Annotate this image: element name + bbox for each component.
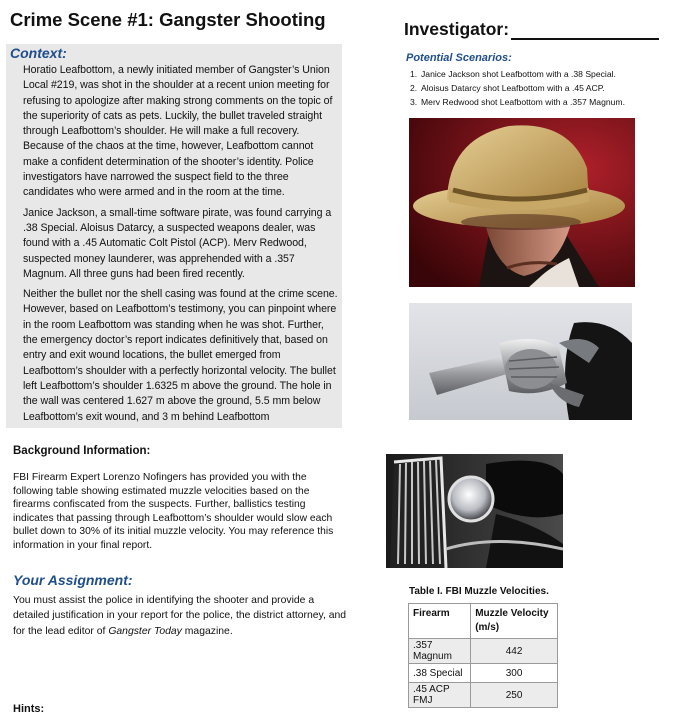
context-paragraph: Janice Jackson, a small-time software pirate, was found carrying a .38 Special. Aloisus Datarcy, a suspected weapons dealer, was found with a .45 Automatic Colt Pistol (ACP). Merv Redwood, suspected money launderer, was apprehended with a .357 Magnum. All three guns had been fired recently. [23,206,332,280]
muzzle-velocity-table [408,603,558,708]
context-paragraphs [23,63,339,428]
assignment-text-after: magazine. [181,625,233,637]
assignment-heading: Your Assignment: [13,572,133,588]
scenario-number: 2. [410,83,418,94]
list-item [410,95,625,109]
scenario-text: Aloisus Datarcy shot Leafbottom with a .45 ACP. [421,83,605,94]
background-heading: Background Information: [13,445,151,457]
context-paragraph: Neither the bullet nor the shell casing was found at the crime scene. However, based on Leafbottom’s testimony, you can pinpoint where in the room Leafbottom was standing when he was shot. Further, the emergency doctor’s report indicates definitively that, based on entry and exit wound locations, the bullet emerged from Leafbottom’s shoulder with a perfectly horizontal velocity. The bullet left Leafbottom’s shoulder 1.6325 m above the ground. The hole in the wall was centered 1.627 m above the ground, 5.5 mm below Leafbottom’s exit wound, and 3 m behind Leafbottom [23,288,338,423]
fedora-man-photo [409,118,635,287]
vintage-car-photo [386,454,563,568]
investigator-blank-line [511,22,659,40]
table-row [409,664,558,683]
firearm-cell: .38 Special [409,664,471,683]
list-item [410,67,625,81]
context-heading: Context: [10,45,67,61]
scenarios-heading: Potential Scenarios: [406,52,512,64]
column-header-firearm: Firearm [409,604,471,639]
investigator-field [404,19,659,40]
table-caption: Table I. FBI Muzzle Velocities. [409,586,549,597]
firearm-cell: .357 Magnum [409,639,471,664]
context-paragraph: Horatio Leafbottom, a newly initiated member of Gangster’s Union Local #219, was shot in the shoulder at a recent union meeting for refusing to apologize after making strong comments on the topic of the superiority of cats as pets. Luckily, the bullet traveled straight through Leafbottom’s shoulder. He will make a full recovery. Because of the chaos at the time, however, Leafbottom cannot make a confident determination of the shooter’s identity. Police investigators have narrowed the suspect field to the three candidates who were armed and in the room at the time. [23,64,333,199]
column-header-velocity: Muzzle Velocity (m/s) [471,604,558,639]
scenario-number: 3. [410,97,418,108]
revolver-photo [409,303,632,420]
context-panel [6,44,342,428]
page-title: Crime Scene #1: Gangster Shooting [10,9,326,30]
scenario-text: Janice Jackson shot Leafbottom with a .38 Special. [421,69,616,79]
background-text: FBI Firearm Expert Lorenzo Nofingers has provided you with the following table showing estimated muzzle velocities based on the firearms confiscated from the suspects. Further, ballistics testing indicates that passing through Leafbottom’s shoulder would slow each bullet down to 30% of its initial muzzle velocity. You may reference this information in your final report. [13,472,334,551]
investigator-label: Investigator: [404,19,510,39]
firearm-cell: .45 ACP FMJ [409,683,471,708]
scenario-number: 1. [410,69,418,79]
assignment-text [13,593,351,639]
table-header-row [409,604,558,639]
list-item [410,81,625,95]
scenario-text: Merv Redwood shot Leafbottom with a .357 Magnum. [421,97,625,108]
hints-heading: Hints: [13,703,45,715]
magazine-name: Gangster Today [108,625,182,637]
velocity-cell: 442 [471,639,558,664]
velocity-cell: 250 [471,683,558,708]
table-row [409,639,558,664]
assignment-text-before: You must assist the police in identifying the shooter and provide a detailed justification in your report for the police, the district attorney, and for the lead editor of [13,595,347,637]
scenarios-list [410,67,625,110]
velocity-cell: 300 [471,664,558,683]
table-row [409,683,558,708]
